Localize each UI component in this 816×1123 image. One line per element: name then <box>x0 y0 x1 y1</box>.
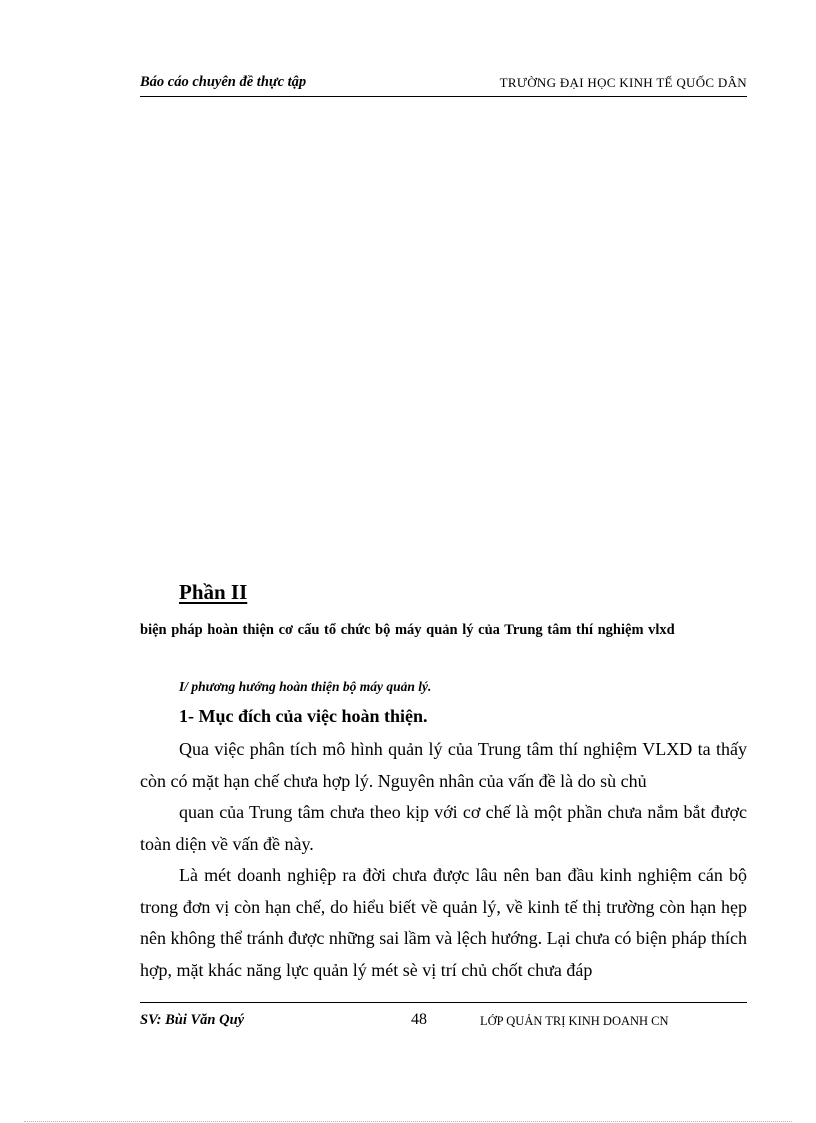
footer-class: LỚP QUẢN TRỊ KINH DOANH CN <box>480 1014 669 1028</box>
paragraph: quan của Trung tâm chưa theo kịp với cơ chế là một phần chưa nắm bắt được toàn diện về vấn đề này. <box>140 802 747 854</box>
section-title: Phần II <box>179 580 248 604</box>
page-edge-divider <box>24 1121 792 1122</box>
page-header <box>140 72 747 97</box>
heading-roman: I/ phương hướng hoàn thiện bộ máy quản lý. <box>179 679 432 694</box>
footer-student: SV: Bùi Văn Quý <box>140 1012 245 1028</box>
section-subtitle: biện pháp hoàn thiện cơ cấu tổ chức bộ máy quản lý của Trung tâm thí nghiệm vlxd <box>140 622 675 638</box>
heading-numbered: 1- Mục đích của việc hoàn thiện. <box>179 706 428 726</box>
body-text <box>140 734 747 986</box>
header-university: TRƯỜNG ĐẠI HỌC KINH TẾ QUỐC DÂN <box>499 75 747 90</box>
header-report-title: Báo cáo chuyên đề thực tập <box>140 74 307 90</box>
paragraph: Là mét doanh nghiệp ra đời chưa được lâu nên ban đầu kinh nghiệm cán bộ trong đơn vị còn hạn chế, do hiểu biết về quản lý, về kinh tế thị trường còn hạn hẹp nên không thể tránh được những sai lầm và lệch hướng. Lại chưa có biện pháp thích hợp, mặt khác năng lực quản lý mét sè vị trí chủ chốt chưa đáp <box>140 865 747 980</box>
paragraph: Qua việc phân tích mô hình quản lý của Trung tâm thí nghiệm VLXD ta thấy còn có mặt hạn chế chưa hợp lý. Nguyên nhân của vấn đề là do sù chủ <box>140 739 747 791</box>
page-footer <box>140 1002 747 1033</box>
footer-page-number: 48 <box>411 1011 427 1028</box>
